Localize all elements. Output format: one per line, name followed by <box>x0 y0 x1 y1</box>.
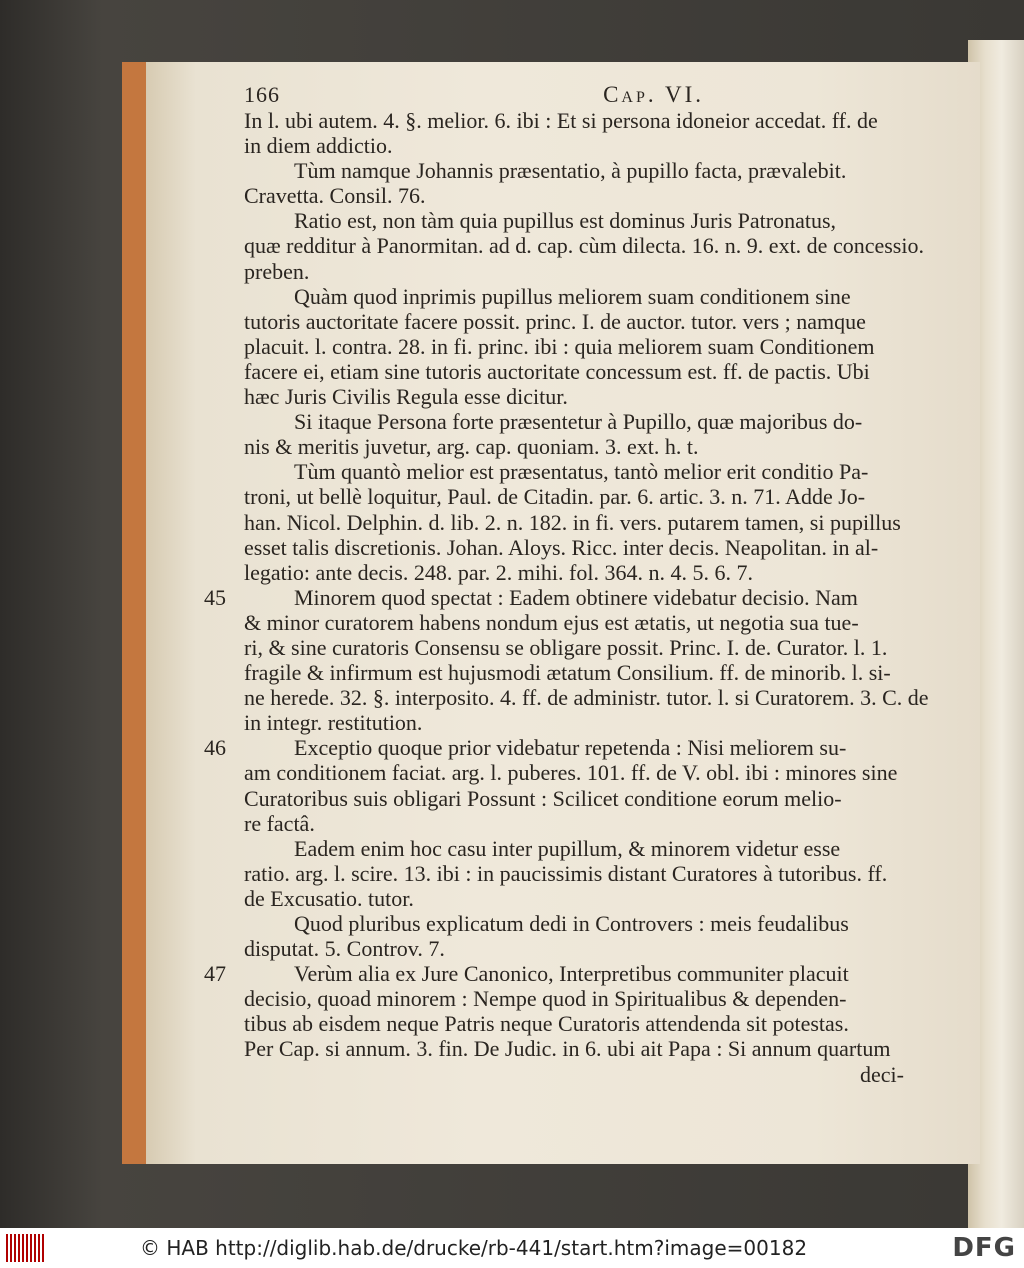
text-line-content: In l. ubi autem. 4. §. melior. 6. ibi : Et si persona idoneior accedat. ff. de <box>244 108 878 133</box>
text-line-content: Eadem enim hoc casu inter pupillum, & minorem videtur esse <box>294 835 841 861</box>
text-line-content: preben. <box>244 258 310 284</box>
running-head: Cap. VI. <box>603 82 704 107</box>
text-line-content: Quàm quod inprimis pupillus meliorem suam conditionem sine <box>294 283 851 309</box>
footer-credit: © HAB http://diglib.hab.de/drucke/rb-441/start.htm?image=00182 <box>140 1236 808 1260</box>
margin-number: 45 <box>204 584 226 610</box>
text-line-content: troni, ut bellè loquitur, Paul. de Citadin. par. 6. artic. 3. n. 71. Adde Jo- <box>244 484 866 510</box>
text-line-content: Minorem quod spectat : Eadem obtinere videbatur decisio. Nam <box>294 584 858 610</box>
text-line-content: Exceptio quoque prior videbatur repetenda : Nisi meliorem su- <box>294 735 847 761</box>
text-line-content: tutoris auctoritate facere possit. princ. I. de auctor. tutor. vers ; namque <box>244 308 866 334</box>
footer-bar <box>0 1228 1024 1268</box>
text-line-content: placuit. l. contra. 28. in fi. princ. ibi : quia meliorem suam Conditionem <box>244 333 875 359</box>
text-line-content: ratio. arg. l. scire. 13. ibi : in paucissimis distant Curatores à tutoribus. ff. <box>244 860 888 886</box>
text-line-content: Per Cap. si annum. 3. fin. De Judic. in 6. ubi ait Papa : Si annum quartum <box>244 1036 891 1062</box>
text-line-content: Si itaque Persona forte præsentetur à Pupillo, quæ majoribus do- <box>294 409 863 435</box>
text-line <box>244 560 904 585</box>
text-line-content: Ratio est, non tàm quia pupillus est dominus Juris Patronatus, <box>294 208 837 234</box>
page-header <box>244 82 904 108</box>
text-line-content: Cravetta. Consil. 76. <box>244 183 426 209</box>
text-line-content: deci- <box>860 1061 904 1087</box>
text-line <box>244 183 904 208</box>
margin-number: 47 <box>204 961 226 987</box>
text-line <box>244 535 904 560</box>
text-line <box>244 384 904 409</box>
text-line-content: in integr. restitution. <box>244 710 423 736</box>
text-line <box>244 836 904 861</box>
text-line <box>244 986 904 1011</box>
text-line-content: nis & meritis juvetur, arg. cap. quoniam. 3. ext. h. t. <box>244 434 699 460</box>
text-line <box>244 484 904 509</box>
margin-number: 46 <box>204 735 226 761</box>
text-line <box>244 208 904 233</box>
text-line-content: facere ei, etiam sine tutoris auctoritate concessum est. ff. de pactis. Ubi <box>244 358 870 384</box>
book-page <box>122 62 980 1164</box>
text-line-content: ne herede. 32. §. interposito. 4. ff. de administr. tutor. l. si Curatorem. 3. C. de <box>244 685 929 711</box>
text-line-content: Quod pluribus explicatum dedi in Controvers : meis feudalibus <box>294 911 849 936</box>
text-line-content: am conditionem faciat. arg. l. puberes. 101. ff. de V. obl. ibi : minores sine <box>244 760 898 786</box>
library-logo-icon <box>6 1234 46 1262</box>
text-line <box>244 911 904 936</box>
text-line <box>244 259 904 284</box>
text-line <box>244 284 904 309</box>
text-line-content: de Excusatio. tutor. <box>244 885 414 911</box>
text-line <box>244 710 904 735</box>
text-line-content: esset talis discretionis. Johan. Aloys. Ricc. inter decis. Neapolitan. in al- <box>244 534 879 560</box>
text-line <box>244 1062 904 1087</box>
text-line-content: fragile & infirmum est hujusmodi ætatum Consilium. ff. de minorib. l. si- <box>244 660 891 686</box>
text-line-content: disputat. 5. Controv. 7. <box>244 936 445 962</box>
text-line-content: & minor curatorem habens nondum ejus est ætatis, ut negotia sua tue- <box>244 609 859 635</box>
text-line <box>244 936 904 961</box>
text-line-content: Tùm quantò melior est præsentatus, tantò melior erit conditio Pa- <box>294 459 869 485</box>
text-line <box>244 610 904 635</box>
text-line <box>244 635 904 660</box>
text-line <box>244 1036 904 1061</box>
text-block <box>204 108 929 1087</box>
text-line-content: in diem addictio. <box>244 133 393 159</box>
text-line <box>244 434 904 459</box>
text-line <box>244 510 904 535</box>
text-line <box>244 459 904 484</box>
text-line-content: Curatoribus suis obligari Possunt : Scilicet conditione eorum melio- <box>244 785 842 811</box>
text-line <box>244 786 904 811</box>
page-number: 166 <box>244 82 280 107</box>
text-line <box>204 961 904 987</box>
dfg-logo: DFG <box>952 1233 1016 1263</box>
text-line <box>244 1011 904 1036</box>
text-line <box>244 685 929 711</box>
text-line <box>244 108 904 133</box>
text-line-content: decisio, quoad minorem : Nempe quod in Spiritualibus & dependen- <box>244 986 847 1012</box>
text-line-content: han. Nicol. Delphin. d. lib. 2. n. 182. in fi. vers. putarem tamen, si pupillus <box>244 509 901 535</box>
text-line-content: re factâ. <box>244 810 315 836</box>
text-line <box>244 861 904 886</box>
page-content <box>204 82 929 1087</box>
text-line-content: quæ redditur à Panormitan. ad d. cap. cùm dilecta. 16. n. 9. ext. de concessio. <box>244 233 924 259</box>
text-line-content: ri, & sine curatoris Consensu se obligare possit. Princ. I. de. Curator. l. 1. <box>244 634 888 660</box>
text-line <box>244 359 904 384</box>
text-line-content: tibus ab eisdem neque Patris neque Curatoris attendenda sit potestas. <box>244 1011 849 1037</box>
text-line <box>244 886 904 911</box>
text-line <box>244 660 904 685</box>
text-line <box>244 158 904 183</box>
text-line <box>244 133 904 158</box>
text-line <box>244 233 924 259</box>
text-line <box>244 334 904 359</box>
text-line-content: Verùm alia ex Jure Canonico, Interpretibus communiter placuit <box>294 961 849 987</box>
text-line <box>244 811 904 836</box>
text-line-content: legatio: ante decis. 248. par. 2. mihi. fol. 364. n. 4. 5. 6. 7. <box>244 559 753 585</box>
text-line <box>244 409 904 434</box>
text-line <box>204 584 904 610</box>
text-line <box>244 309 904 334</box>
text-line <box>244 760 904 785</box>
text-line <box>204 735 904 761</box>
text-line-content: hæc Juris Civilis Regula esse dicitur. <box>244 384 568 410</box>
text-line-content: Tùm namque Johannis præsentatio, à pupillo facta, prævalebit. <box>294 158 847 184</box>
